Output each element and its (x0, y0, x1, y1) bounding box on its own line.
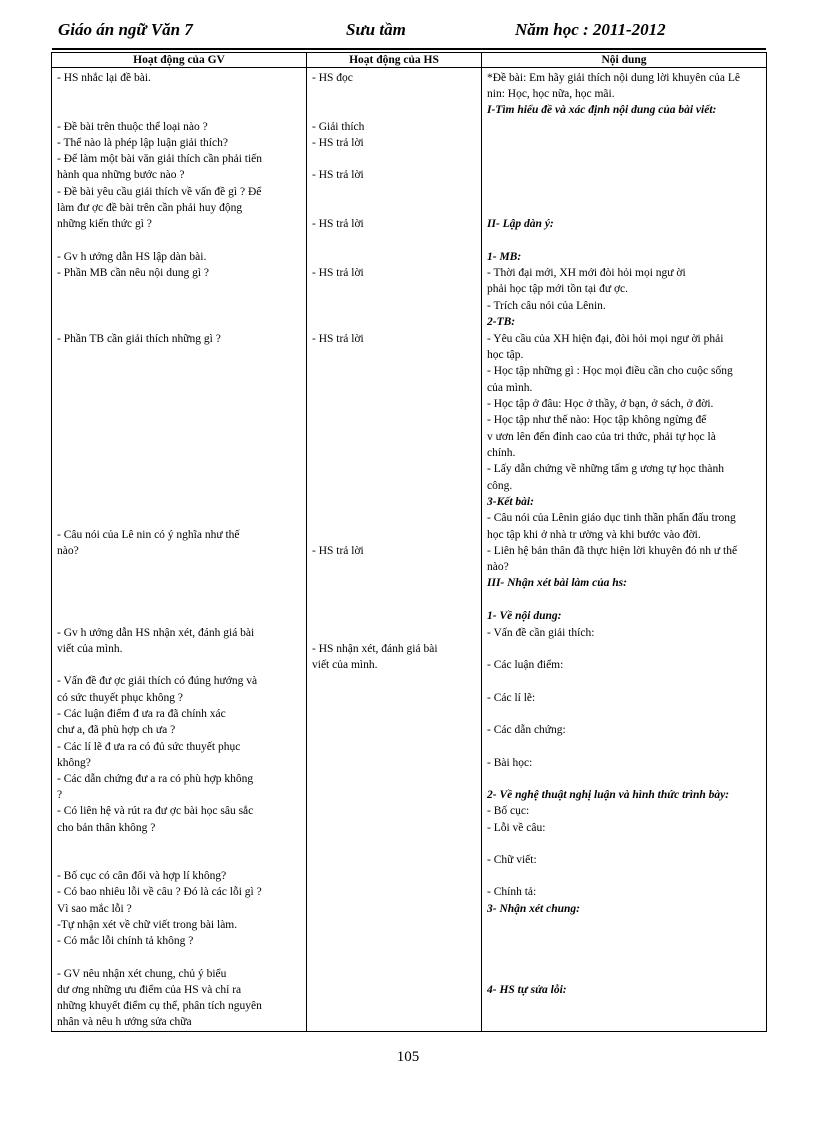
teacher-line: viết của mình. (57, 643, 123, 655)
subsection-heading: 3- Nhận xét chung: (487, 903, 580, 915)
teacher-line: làm đư ợc đề bài trên cần phải huy động (57, 202, 243, 214)
teacher-line: - Câu nói của Lê nin có ý nghĩa như thế (57, 529, 240, 541)
teacher-line: dư ơng những ưu điểm của HS và chỉ ra (57, 984, 242, 996)
content-line: công. (487, 480, 513, 492)
subsection-heading: 3-Kết bài: (487, 496, 534, 508)
content-line: - Thời đại mới, XH mới đòi hỏi mọi ngư ời (487, 267, 686, 279)
teacher-line: - Có mắc lỗi chính tả không ? (57, 935, 194, 947)
content-cell (482, 68, 767, 1032)
teacher-line: - Đề bài yêu cầu giải thích về vấn đề gì ? Để (57, 186, 262, 198)
column-header-content: Nội dung (482, 53, 767, 68)
teacher-line: chư a, đã phù hợp ch ưa ? (57, 724, 176, 736)
teacher-line: - Các dẫn chứng đư a ra có phù hợp không (57, 773, 254, 785)
content-line: - Vấn đề cần giải thích: (487, 627, 595, 639)
content-line: - Bài học: (487, 757, 533, 769)
header-subject: Giáo án ngữ Văn 7 (58, 20, 193, 39)
teacher-line: - Có bao nhiêu lỗi về câu ? Đó là các lỗi gì ? (57, 886, 262, 898)
student-line: - HS trả lời (312, 169, 364, 181)
content-line: - Học tập những gì : Học mọi điều cần cho cuộc sống (487, 365, 733, 377)
content-line: phải học tập mới tồn tại đư ợc. (487, 283, 629, 295)
student-line: - HS nhận xét, đánh giá bài (312, 643, 438, 655)
content-line: - Các dẫn chứng: (487, 724, 566, 736)
teacher-line: - Gv h ướng dẫn HS lập dàn bài. (57, 251, 207, 263)
teacher-line: những kiến thức gì ? (57, 218, 152, 230)
teacher-line: -Tự nhận xét về chữ viết trong bài làm. (57, 919, 238, 931)
student-line: - HS đọc (312, 72, 353, 84)
teacher-line: - Bố cục có cân đối và hợp lí không? (57, 870, 227, 882)
page-number: 105 (396, 1049, 420, 1065)
content-line: - Lấy dẫn chứng về những tấm g ương tự học thành (487, 463, 725, 475)
teacher-line: - Các lí lẽ đ ưa ra có đủ sức thuyết phục (57, 741, 241, 753)
content-line: nin: Học, học nữa, học mãi. (487, 88, 615, 100)
header-school-year: Năm học : 2011-2012 (515, 20, 666, 39)
section-heading: III- Nhận xét bài làm của hs: (487, 577, 627, 589)
teacher-line: - Phần TB cần giải thích những gì ? (57, 333, 221, 345)
teacher-line: nhân và nêu h ướng sửa chữa (57, 1016, 192, 1028)
student-line: - Giải thích (312, 121, 365, 133)
column-header-teacher: Hoạt động của GV (52, 53, 307, 68)
subsection-heading: 2-TB: (487, 316, 516, 328)
lesson-table (51, 52, 767, 1032)
content-line: học tập khi ở nhà tr ường và khi bước vào đời. (487, 529, 701, 541)
column-header-student: Hoạt động của HS (307, 53, 482, 68)
content-line: - Liên hệ bản thân đã thực hiện lời khuyên đó nh ư thế (487, 545, 738, 557)
page-header (58, 20, 766, 46)
student-line: viết của mình. (312, 659, 378, 671)
teacher-line: - Thể nào là phép lập luận giải thích? (57, 137, 228, 149)
teacher-line: nào? (57, 545, 79, 557)
content-line: nào? (487, 561, 509, 573)
content-line: học tập. (487, 349, 524, 361)
subsection-heading: 4- HS tự sửa lỗi: (487, 984, 567, 996)
content-line: *Đề bài: Em hãy giải thích nội dung lời khuyên của Lê (487, 72, 740, 84)
subsection-heading: 1- Về nội dung: (487, 610, 562, 622)
teacher-line: không? (57, 757, 91, 769)
teacher-line: - GV nêu nhận xét chung, chủ ý biểu (57, 968, 227, 980)
student-line: - HS trả lời (312, 218, 364, 230)
teacher-line: - Các luận điểm đ ưa ra đã chính xác (57, 708, 226, 720)
content-line: - Bố cục: (487, 805, 530, 817)
section-heading: I-Tìm hiểu đề và xác định nội dung của bài viết: (487, 104, 717, 116)
content-line: chính. (487, 447, 516, 459)
subsection-heading: 1- MB: (487, 251, 522, 263)
teacher-line: - Có liên hệ và rút ra đư ợc bài học sâu sắc (57, 805, 254, 817)
content-line: - Trích câu nói của Lênin. (487, 300, 606, 312)
teacher-activity-cell (52, 68, 307, 1032)
teacher-line: những khuyết điểm cụ thể, phân tích nguyên (57, 1000, 262, 1012)
teacher-line: - Vấn đề đư ợc giải thích có đúng hướng và (57, 675, 258, 687)
content-line: - Học tập như thế nào: Học tập không ngừng để (487, 414, 707, 426)
content-line: - Học tập ở đâu: Học ở thầy, ở bạn, ở sách, ở đời. (487, 398, 714, 410)
section-heading: II- Lập dàn ý: (487, 218, 554, 230)
student-line: - HS trả lời (312, 333, 364, 345)
content-line: - Chính tả: (487, 886, 537, 898)
content-line: - Các luận điểm: (487, 659, 564, 671)
student-line: - HS trả lời (312, 137, 364, 149)
content-line: của mình. (487, 382, 533, 394)
teacher-line: - HS nhắc lại đề bài. (57, 72, 151, 84)
student-activity-cell (307, 68, 482, 1032)
student-line: - HS trả lời (312, 545, 364, 557)
teacher-line: - Đề bài trên thuộc thể loại nào ? (57, 121, 208, 133)
student-line: - HS trả lời (312, 267, 364, 279)
header-divider (52, 48, 766, 50)
header-source: Sưu tầm (346, 20, 406, 39)
content-line: - Lỗi về câu: (487, 822, 546, 834)
teacher-line: ? (57, 789, 63, 801)
content-line: v ươn lên đến đỉnh cao của tri thức, phải tự học là (487, 431, 716, 443)
teacher-line: - Gv h ướng dẫn HS nhận xét, đánh giá bài (57, 627, 255, 639)
teacher-line: Vì sao mắc lỗi ? (57, 903, 132, 915)
teacher-line: có sức thuyết phục không ? (57, 692, 183, 704)
teacher-line: cho bản thân không ? (57, 822, 156, 834)
content-line: - Câu nói của Lênin giáo dục tinh thần phấn đấu trong (487, 512, 736, 524)
teacher-line: hành qua những bước nào ? (57, 169, 185, 181)
teacher-line: - Phần MB cần nêu nội dung gì ? (57, 267, 210, 279)
teacher-line: - Để làm một bài văn giải thích cần phải tiến (57, 153, 263, 165)
subsection-heading: 2- Về nghệ thuật nghị luận và hình thức trình bày: (487, 789, 730, 801)
content-line: - Các lí lẽ: (487, 692, 536, 704)
content-line: - Yêu cầu của XH hiện đại, đòi hỏi mọi ngư ời phải (487, 333, 724, 345)
content-line: - Chữ viết: (487, 854, 537, 866)
